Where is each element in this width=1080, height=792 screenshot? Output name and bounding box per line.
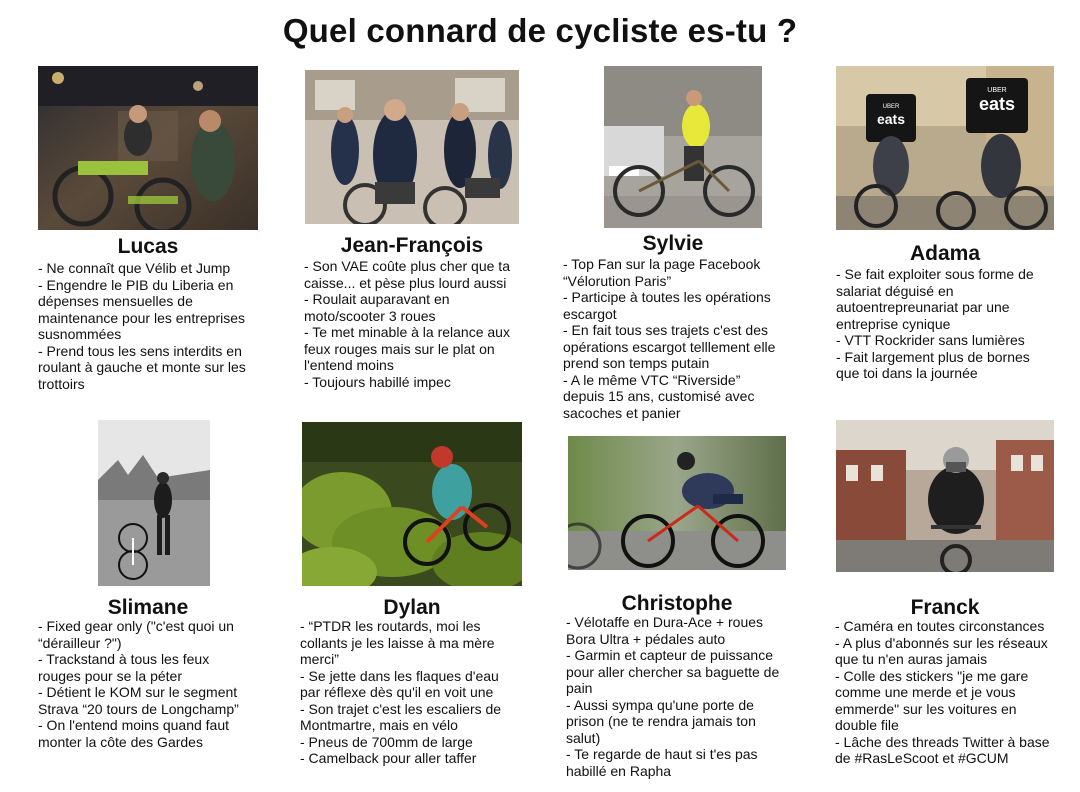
uber-logo-small-1: UBER [882,104,900,110]
slimane-photo [98,420,210,586]
slimane-description: - Fixed gear only ("c'est quoi un “dérailleur ?") - Trackstand à tous les feux rouges pour se la péter - Détient le KOM sur le segment Strava “20 tours de Longchamp” - On l'entend moins quand faut monter la côte des Gardes [38,618,239,750]
franck-description: - Caméra en toutes circonstances - A plus d'abonnés sur les réseaux que tu n'en auras jamais - Colle des stickers "je me gare comme une merde et je vous emmerde" sur les voitures en double file - Lâche des threads Twitter à base de #RasLeScoot et #GCUM [835,618,1050,766]
uber-logo-small-2: UBER [987,87,1007,94]
lucas-name: Lucas [117,235,179,258]
sylvie-description: - Top Fan sur la page Facebook “Vélorution Paris” - Participe à toutes les opérations escargot - En fait tous ses trajets c'est des opérations escargot telllement elle prend son temps putain - A le même VTC “Riverside” depuis 15 ans, customisé avec sacoches et panier [563,256,776,421]
dylan-description: - “PTDR les routards, moi les collants je les laisse à ma mère merci” - Se jette dans les flaques d'eau par réflexe dès qu'il en voit une - Son trajet c'est les escaliers de Montmartre, mais en vélo - Pneus de 700mm de large - Camelback pour aller taffer [300,618,502,766]
lucas-description: - Ne connaît que Vélib et Jump - Engendre le PIB du Liberia en dépenses mensuelles de maintenance pour les entreprises susnommées - Prend tous les sens interdits en roulant à gauche et monte sur les trottoirs [38,260,246,392]
lucas-photo [38,66,258,230]
sylvie-photo [604,66,762,228]
adama-description: - Se fait exploiter sous forme de salariat déguisé en autoentrepreunariat par une entreprise cynique - VTT Rockrider sans lumières - Fait largement plus de bornes que toi dans la journée [836,266,1034,381]
jean-francois-description: - Son VAE coûte plus cher que ta caisse... et pèse plus lourd aussi - Roulait auparavant en moto/scooter 3 roues - Te met minable à la relance aux feux rouges mais sur le plat on l'entend moins - Toujours habillé impec [304,258,510,390]
adama-photo [836,66,1054,230]
dylan-name: Dylan [383,596,441,619]
christophe-photo [568,436,786,570]
jean-francois-photo [305,70,519,224]
page-title: Quel connard de cycliste es-tu ? [282,12,798,49]
christophe-name: Christophe [621,592,733,615]
adama-name: Adama [909,242,981,265]
eats-logo-1: eats [876,111,906,127]
eats-logo-2: eats [978,94,1016,114]
christophe-description: - Vélotaffe en Dura-Ace + roues Bora Ultra + pédales auto - Garmin et capteur de puissance pour aller chercher sa baguette de pain - Aussi sympa qu'une porte de prison (ne te rendra jamais ton salut) - Te regarde de haut si t'es pas habillé en Rapha [566,614,780,779]
jean-francois-name: Jean-François [340,234,484,257]
slimane-name: Slimane [107,596,189,619]
dylan-photo [302,422,522,586]
franck-photo [836,420,1054,572]
franck-name: Franck [910,596,980,619]
sylvie-name: Sylvie [642,232,704,255]
